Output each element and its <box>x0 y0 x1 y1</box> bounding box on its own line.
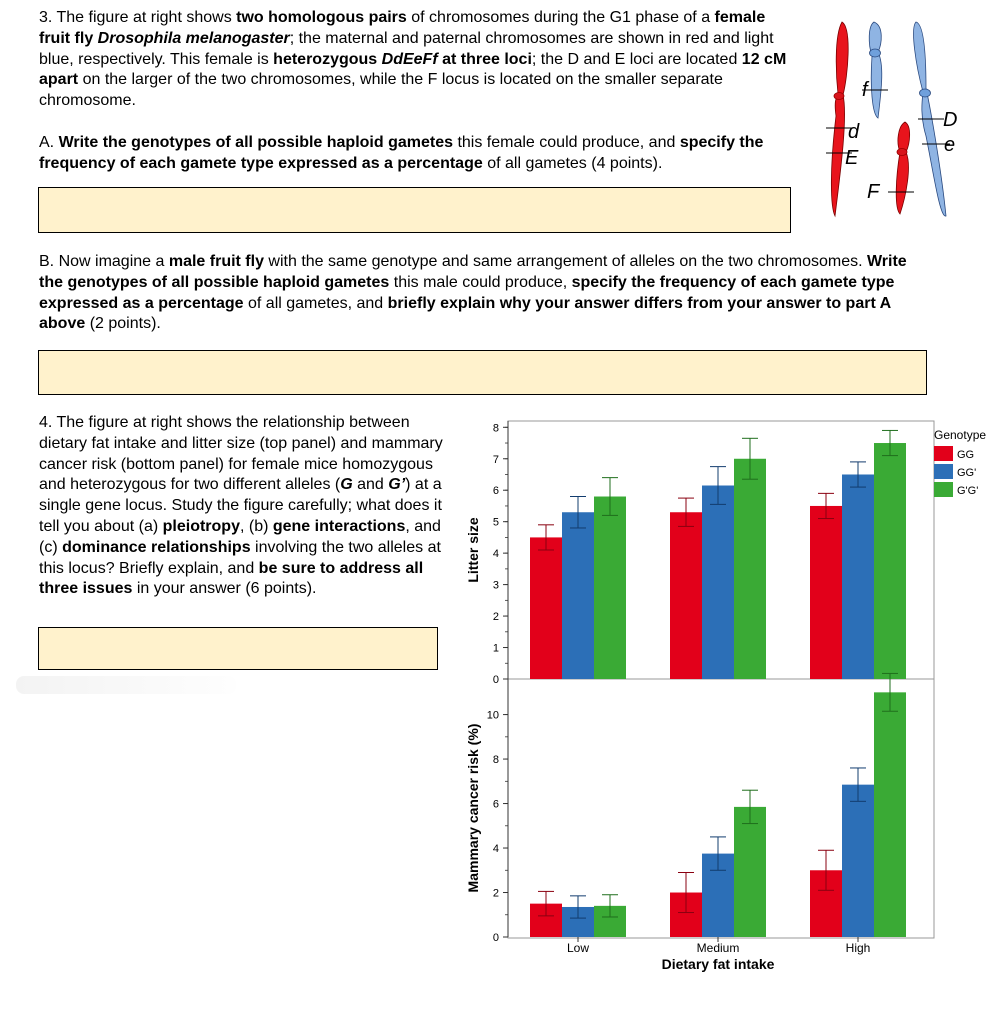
text-run: G’ <box>388 476 406 494</box>
x-tick-label: Low <box>566 941 590 955</box>
legend-swatch <box>934 446 953 461</box>
chromosome-figure <box>812 16 972 226</box>
text-run: , (b) <box>239 517 273 535</box>
text-run: with the same genotype and same arrangement of alleles on the two chromosomes. <box>263 253 867 270</box>
bar-ggp-high <box>842 785 874 937</box>
bar-gpgp-low <box>594 497 626 679</box>
text-run: of all gametes, and <box>243 294 388 312</box>
y-tick-label: 2 <box>492 887 499 900</box>
y-tick-label: 7 <box>492 453 499 466</box>
bar-gpgp-medium <box>734 807 766 937</box>
bar-ggp-high <box>842 474 874 679</box>
text-run: ; the maternal and paternal chromosomes are shown in red and light blue, respectively. This female is <box>39 29 774 68</box>
y-tick-label: 6 <box>492 485 499 498</box>
x-tick-label: Medium <box>696 941 740 955</box>
text-run: female fruit fly <box>39 9 766 47</box>
y-tick-label: 0 <box>492 674 499 686</box>
legend-swatch <box>934 482 953 497</box>
q3-part-a <box>39 133 804 175</box>
y-tick-label: 8 <box>492 422 499 435</box>
allele-E: E <box>845 147 859 169</box>
text-run: 3. The figure at right shows <box>39 9 237 26</box>
y-axis-label-cancer: Mammary cancer risk (%) <box>465 723 481 893</box>
text-run: 4. The figure at right shows the relationship between dietary fat intake and litter size (top panel) and mammary cancer risk (bottom panel) for female mice homozygous and heterozygous for two different alleles ( <box>39 414 443 494</box>
text-run: briefly explain why your answer differs from your answer to part A above <box>39 294 891 333</box>
y-tick-label: 3 <box>492 579 499 592</box>
bar-gg-low <box>530 537 562 679</box>
text-run: Write the genotypes of all possible haploid gametes <box>39 253 907 291</box>
y-tick-label: 5 <box>492 516 499 529</box>
y-tick-label: 10 <box>486 709 499 722</box>
bar-gg-medium <box>670 512 702 679</box>
q3-part-b <box>39 252 919 335</box>
y-axis-label-litter: Litter size <box>465 517 481 583</box>
bar-ggp-low <box>562 512 594 679</box>
fat-intake-chart <box>458 416 1003 976</box>
text-run: gene interactions <box>272 517 406 535</box>
maternal-small-chromosome <box>896 122 909 214</box>
q3-intro <box>39 8 799 112</box>
text-run: ) at a single gene locus. Study the figure carefully; what does it tell you about (a) <box>39 476 442 535</box>
y-tick-label: 0 <box>492 932 499 944</box>
text-run: heterozygous <box>273 50 382 68</box>
bar-gpgp-high <box>874 443 906 679</box>
allele-D: D <box>943 109 958 131</box>
allele-d: d <box>848 121 860 143</box>
y-tick-label: 1 <box>492 642 499 655</box>
centromere <box>870 49 881 57</box>
text-run: involving the two alleles at this locus? Briefly explain, and <box>39 538 441 577</box>
legend-label: GG' <box>957 467 977 479</box>
bar-gpgp-high <box>874 692 906 937</box>
bar-gg-high <box>810 506 842 679</box>
legend-label: G'G' <box>957 485 979 497</box>
text-run: ; the D and E loci are located <box>531 50 742 68</box>
text-run: (2 points). <box>85 315 161 333</box>
text-run: Write the genotypes of all possible haploid gametes <box>58 134 454 151</box>
legend-label: GG <box>957 449 975 461</box>
text-run: dominance relationships <box>62 538 251 556</box>
legend-swatch <box>934 464 953 479</box>
text-run: B. Now imagine a <box>39 253 169 270</box>
text-run: in your answer (6 points). <box>132 580 317 598</box>
text-run: , and (c) <box>39 517 441 556</box>
y-tick-label: 4 <box>492 548 499 561</box>
y-tick-label: 6 <box>492 798 499 811</box>
y-tick-label: 4 <box>492 843 499 856</box>
centromere <box>834 93 844 100</box>
y-tick-label: 2 <box>492 611 499 624</box>
answer-box-q4[interactable] <box>38 627 438 670</box>
allele-f: f <box>862 79 868 101</box>
text-run: pleiotropy <box>162 517 240 535</box>
text-run: 12 cM apart <box>39 50 787 89</box>
text-run: this male could produce, <box>389 273 572 291</box>
text-run: two homologous pairs <box>236 9 407 26</box>
centromere <box>920 89 931 97</box>
text-run: specify the frequency of each gamete type expressed as a percentage <box>39 273 895 312</box>
bar-ggp-medium <box>702 486 734 680</box>
text-run: G <box>340 476 353 494</box>
text-run: specify the frequency of each gamete type expressed as a percentage <box>39 134 764 172</box>
paternal-small-chromosome <box>869 22 882 118</box>
legend-title: Genotype <box>934 428 987 442</box>
text-run: at three loci <box>437 50 532 68</box>
text-run: and <box>352 476 389 494</box>
text-run: this female could produce, and <box>453 134 680 151</box>
text-run: A. <box>39 134 59 151</box>
text-run: DdEeFf <box>381 50 438 68</box>
scan-smudge <box>16 676 236 694</box>
allele-F: F <box>867 181 880 203</box>
text-run: be sure to address all three issues <box>39 559 424 598</box>
x-axis-label: Dietary fat intake <box>661 956 775 972</box>
allele-e: e <box>944 134 956 156</box>
answer-box-q3b[interactable] <box>38 350 927 395</box>
maternal-large-chromosome <box>831 22 848 216</box>
text-run: on the larger of the two chromosomes, while the F locus is located on the smaller separate chromosome. <box>39 71 723 110</box>
text-run: Drosophila melanogaster <box>97 29 290 47</box>
answer-box-q3a[interactable] <box>38 187 791 233</box>
text-run: of chromosomes during the G1 phase of a <box>406 9 715 26</box>
x-tick-label: High <box>845 941 871 955</box>
q4-text <box>39 413 459 600</box>
text-run: of all gametes (4 points). <box>482 154 663 172</box>
text-run: male fruit fly <box>168 253 264 270</box>
y-tick-label: 8 <box>492 754 499 767</box>
bar-gpgp-medium <box>734 459 766 679</box>
centromere <box>897 149 907 156</box>
